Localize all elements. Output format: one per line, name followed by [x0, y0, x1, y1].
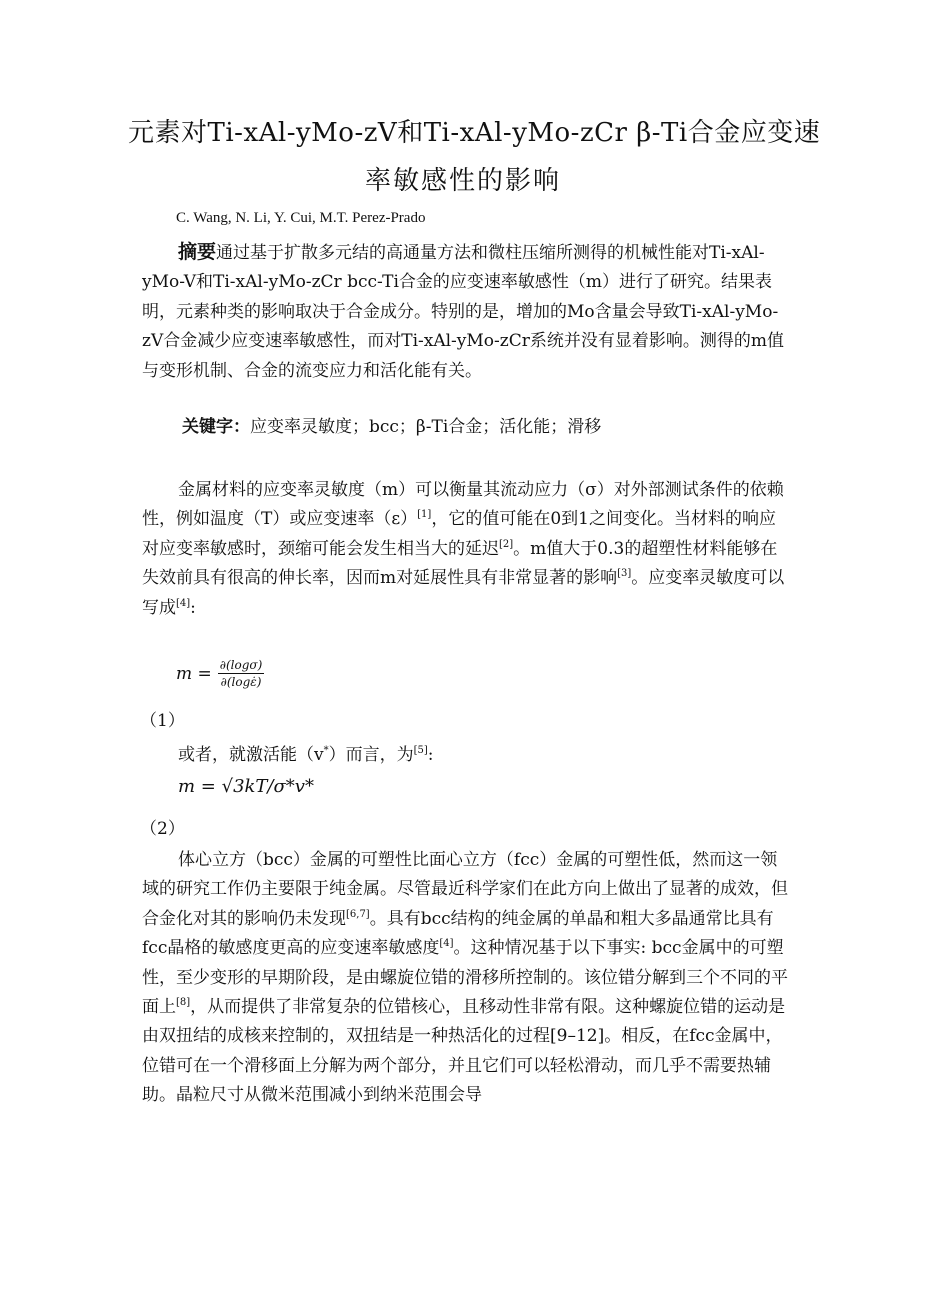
- equation-1-numerator: ∂(logσ): [219, 658, 263, 672]
- citation: [8]: [176, 997, 191, 1009]
- citation: [1]: [417, 509, 432, 521]
- authors: C. Wang, N. Li, Y. Cui, M.T. Perez-Prado: [176, 210, 426, 226]
- bcc-text: 。具有bcc结构的纯金属的单晶和粗大多晶通常比具有fcc晶格的敏感度更高的应变速率敏感度: [142, 908, 774, 959]
- intro-text: 。应变率灵敏度可以写成: [142, 568, 785, 618]
- bcc-text: 体心立方（bcc）金属的可塑性比面心立方（fcc）金属的可塑性低，然而这一领域的研究工作仍主要限于纯金属。尽管最近科学家们在此方向上做出了显著的成效，但合金化对其的影响仍未发现: [142, 850, 788, 929]
- title-line-1: 元素对Ti-xAl-yMo-zV和Ti-xAl-yMo-zCr β-Ti合金应变速: [128, 118, 821, 148]
- bcc-paragraph: [142, 846, 790, 1111]
- keywords-label: 关键字：: [182, 417, 250, 437]
- equation-1: [176, 658, 264, 689]
- intro-paragraph: [142, 476, 790, 623]
- equation-1-fraction: [218, 658, 265, 689]
- abstract-label: 摘要: [178, 241, 217, 263]
- equation-1-number: （1）: [140, 711, 185, 731]
- bcc-text: 。这种情况基于以下事实: bcc金属中的可塑性，至少变形的早期阶段，是由螺旋位错的滑移所控制的。该位错分解到三个不同的平面上: [142, 938, 788, 1018]
- superscript-star: *: [323, 745, 329, 756]
- equation-1-denominator: ∂(logε̇): [220, 675, 262, 689]
- equation-2-number: （2）: [140, 819, 185, 839]
- citation: [6,7]: [346, 908, 370, 920]
- abstract: [142, 238, 790, 386]
- alternative-text: :: [427, 745, 434, 765]
- intro-text: ，它的值可能在0到1之间变化。当材料的响应对应变率敏感时，颈缩可能会发生相当大的延迟: [142, 509, 776, 559]
- bcc-text: ，从而提供了非常复杂的位错核心，且移动性非常有限。这种螺旋位错的运动是由双扭结的成核来控制的，双扭结是一种热活化的过程[9–12]。相反，在fcc金属中，位错可在一个滑移面上分解为两个部分，并且它们可以轻松滑动，而几乎不需要热辅助。晶粒尺寸从微米范围减小到纳米范围会导: [142, 997, 786, 1106]
- citation: [4]: [439, 938, 454, 950]
- equation-1-lhs: m =: [176, 663, 212, 684]
- alternative-sentence: [178, 740, 434, 765]
- intro-text: 。m值大于0.3的超塑性材料能够在失效前具有很高的伸长率，因而m对延展性具有非常显著的影响: [142, 538, 778, 589]
- equation-2: m = √3kT/σ*v*: [178, 776, 314, 797]
- citation: [4]: [176, 597, 191, 609]
- alternative-text: ）而言，为: [328, 745, 414, 765]
- intro-text: 金属材料的应变率灵敏度（m）可以衡量其流动应力（σ）对外部测试条件的依赖性，例如温度（T）或应变速率（ε）: [142, 480, 784, 530]
- keywords: [182, 412, 601, 437]
- citation: [2]: [499, 538, 514, 550]
- alternative-text: 或者，就激活能（v: [178, 745, 324, 765]
- abstract-text: 通过基于扩散多元结的高通量方法和微柱压缩所测得的机械性能对Ti-xAl-yMo-V和Ti-xAl-yMo-zCr bcc-Ti合金的应变速率敏感性（m）进行了研究。结果表明，元素种类的影响取决于合金成分。特别的是，增加的Mo含量会导致Ti-xAl-yMo-zV合金减少应变速率敏感性，而对Ti-xAl-yMo-zCr系统并没有显着影响。测得的m值与变形机制、合金的流变应力和活化能有关。: [142, 243, 784, 381]
- keywords-text: 应变率灵敏度；bcc；β-Ti合金；活化能；滑移: [250, 417, 602, 437]
- title-line-2: 率敏感性的影响: [364, 166, 561, 196]
- citation: [5]: [413, 745, 428, 756]
- intro-text: :: [190, 597, 196, 618]
- citation: [3]: [617, 568, 632, 580]
